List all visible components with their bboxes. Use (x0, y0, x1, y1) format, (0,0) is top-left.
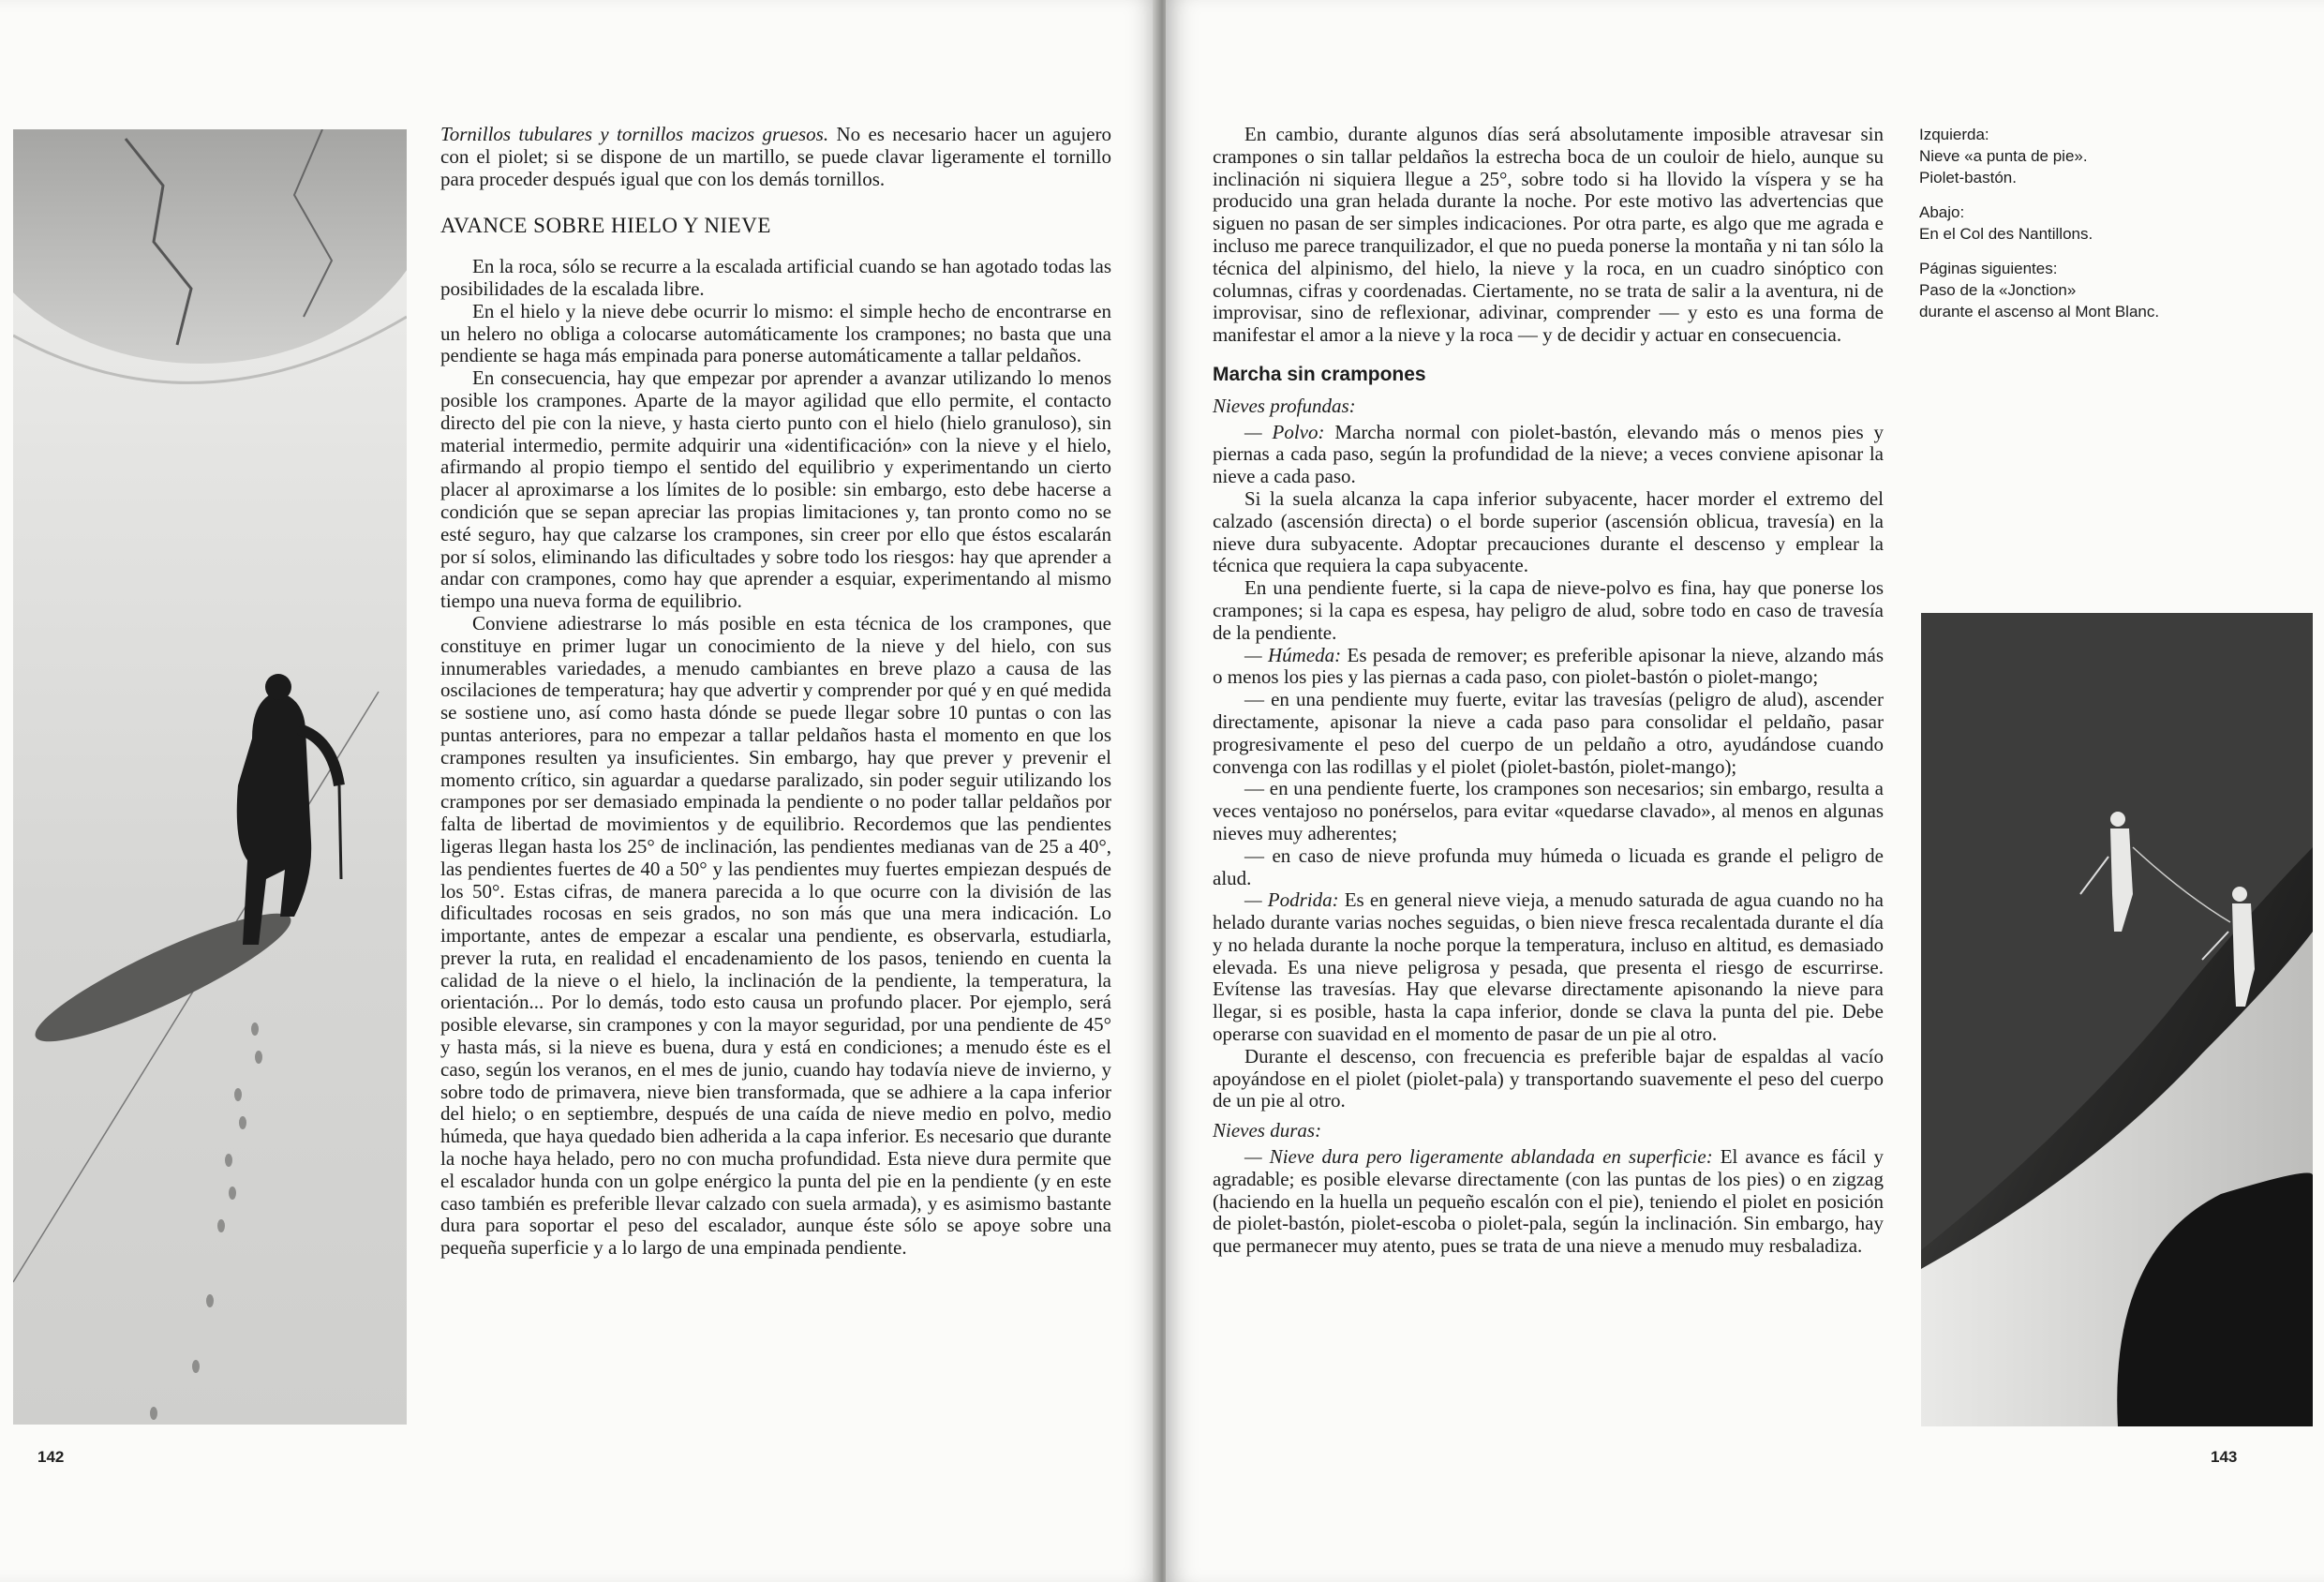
polvo-label: — Polvo: (1244, 420, 1325, 443)
humeda-paragraph (1213, 645, 1884, 690)
subsection-hard-snow: Nieves duras: (1213, 1119, 1322, 1142)
body-paragraph: En una pendiente fuerte, si la capa de nieve-polvo es fina, hay que ponerse los crampones; si la capa es espesa, hay peligro de alud, sobre todo en caso de travesía de la pendiente. (1213, 576, 1884, 644)
body-paragraph: En consecuencia, hay que empezar por aprender a avanzar utilizando lo menos posible los crampones. Aparte de la mayor agilidad que ello permite, el contacto directo del pie con la nieve, y hasta cierto punto con el hielo (hielo granuloso), sin material intermedio, permite adquirir una «identificación» con la nieve y el hielo, afirmando al propio tiempo el sentido del equilibrio y experimentando un cierto placer al aproximarse a los límites de lo posible: sin embargo, esto debe hacerse a condición que se sepan apreciar las propias limitaciones y, tan pronto como no se esté seguro, hay que calzarse los crampones, sin creer por ello que éstos escalarán por sí solos, eliminando las dificultades y sobre todo los riesgos: hay que aprender a andar con crampones, como hay que aprender a esquiar, experimentando al mismo tiempo una nueva forma de equilibrio. (440, 366, 1111, 613)
left-text-column (440, 124, 1111, 1260)
caption-label: Páginas siguientes: (1919, 260, 2058, 277)
humeda-label: — Húmeda: (1244, 643, 1342, 666)
left-page (0, 0, 1158, 1582)
page-number-right: 143 (2211, 1448, 2238, 1466)
right-page (1166, 0, 2324, 1582)
humeda-text: Es pesada de remover; es preferible apisonar la nieve, alzando más o menos los pies y las piernas a cada paso, con piolet-bastón o piolet-mango; (1213, 643, 1884, 689)
podrida-label: — Podrida: (1244, 888, 1339, 912)
body-paragraph: — en una pendiente fuerte, los crampones son necesarios; sin embargo, resulta a veces ventajoso no ponérselos, para evitar «quedarse clavado», al menos en algunas nieves muy adherentes; (1213, 777, 1884, 844)
snow-slope-illustration (13, 129, 407, 1425)
body-paragraph: En cambio, durante algunos días será absolutamente imposible atravesar sin crampones o sin tallar peldaños la estrecha boca de un couloir de hielo, aunque su inclinación ni siquiera llegue a 25°, sobre todo si ha llovido la víspera y se ha producido una gran helada durante la noche. Por este motivo las advertencias que siguen no pasan de ser simples indicaciones. Por otra parte, es algo que me agrada e incluso me parece tranquilizador, el que no pueda ponerse la montaña y ni tan sólo la técnica del alpinismo, del hielo, la nieve y la roca, en un cuadro sinóptico con columnas, cifras y coordenadas. Ciertamente, no se trata de salir a la aventura, ni de improvisar, sino de reflexionar, adivinar, comprender — y esto es una forma de manifestar el amor a la nieve y la roca — y de decidir y actuar en consecuencia. (1213, 123, 1884, 347)
intro-text: No es necesario hacer un agujero con el piolet; si se dispone de un martillo, se puede clavar ligeramente el tornillo para proceder después igual que con los demás tornillos. (440, 123, 1111, 190)
podrida-text: Es en general nieve vieja, a menudo saturada de agua cuando no ha helado durante varias noches seguidas, o bien nieve fresca recalentada durante el día y no helada durante la noche porque la temperatura, incluso en altitud, es demasiado elevada. Es una nieve peligrosa y pesada, que presenta el riesgo de escurrirse. Evítense las travesías. Hay que elevarse directamente apisonando la nieve para llegar, si es posible, hasta la capa inferior, donde se clava la punta del pie. Debe operarse con suavidad en el momento de pasar de un pie al otro. (1213, 888, 1884, 1046)
body-paragraph: En la roca, sólo se recurre a la escalada artificial cuando se han agotado todas las posibilidades de la escalada libre. (440, 255, 1111, 300)
dura-text: El avance es fácil y agradable; es posible elevarse directamente (con las puntas de los pies) o en zigzag (haciendo en la huella un pequeño escalón con el pie), teniendo el piolet en posición de piolet-bastón, piolet-escoba o piolet-pala, según la inclinación. Sin embargo, hay que permanecer muy atento, pues se trata de una nieve a menudo muy resbaladiza. (1213, 1145, 1884, 1258)
climbers-on-ridge-photo (1921, 613, 2313, 1426)
section-heading: AVANCE SOBRE HIELO Y NIEVE (440, 214, 771, 238)
caption-line: Piolet-bastón. (1919, 169, 2017, 187)
subsection-deep-snow: Nieves profundas: (1213, 394, 1356, 417)
caption-label: Izquierda: (1919, 126, 1989, 143)
dura-label: — Nieve dura pero ligeramente ablandada en superficie: (1244, 1145, 1713, 1169)
body-paragraph: — en caso de nieve profunda muy húmeda o licuada es grande el peligro de alud. (1213, 843, 1884, 889)
body-paragraph: — en una pendiente muy fuerte, evitar las travesías (peligro de alud), ascender directamente, apisonar la nieve a cada paso para consolidar el peldaño, pasar progresivamente el peso del cuerpo de un peldaño a otro, ayudándose cuando convenga con las rodillas y el piolet (piolet-bastón, piolet-mango); (1213, 688, 1884, 778)
caption-label: Abajo: (1919, 203, 1965, 221)
intro-italic-lead: Tornillos tubulares y tornillos macizos gruesos. (440, 123, 829, 145)
caption-next-pages (1919, 258, 2294, 322)
body-paragraph: Durante el descenso, con frecuencia es preferible bajar de espaldas al vacío apoyándose en el piolet (piolet-pala) y transportando suavemente el peso del cuerpo de un pie al otro. (1213, 1044, 1884, 1112)
polvo-text: Marcha normal con piolet-bastón, elevando más o menos pies y piernas a cada paso, según la profundidad de la nieve; a veces conviene apisonar la nieve a cada paso. (1213, 420, 1885, 488)
intro-paragraph (440, 124, 1111, 190)
body-paragraph: En el hielo y la nieve debe ocurrir lo mismo: el simple hecho de encontrarse en un helero no obliga a colocarse automáticamente los crampones; no basta que una pendiente se haga más empinada para ponerse automáticamente a tallar peldaños. (440, 299, 1111, 367)
caption-line: Paso de la «Jonction» (1919, 281, 2077, 299)
dura-paragraph (1213, 1146, 1884, 1258)
caption-left-photo (1919, 124, 2294, 188)
caption-below-photo (1919, 201, 2294, 245)
body-paragraph: Conviene adiestrarse lo más posible en esta técnica de los crampones, que constituye en primer lugar un conocimiento de la nieve y del hielo, con sus innumerables variedades, a menudo cambiantes en breve plazo a causa de las oscilaciones de temperatura; hay que advertir y comprender por qué y en qué medida se sostiene uno, así como hasta dónde se puede llegar sobre 10 puntas o con las puntas anteriores, para no empezar a tallar peldaños hasta el momento en que los crampones resulten ya insuficientes. Sin embargo, hay que prever y prevenir el momento crítico, sin aguardar a quedarse paralizado, sin poder seguir utilizando los crampones por ser demasiado empinada la pendiente o no poder tallar peldaños por falta de libertad de movimientos y de equilibrio. Recordemos que las pendientes ligeras llegan hasta los 25° de inclinación, las pendientes medianas van de 25 a 40°, las pendientes fuertes de 40 a 50° y las pendientes muy fuertes empiezan después de los 50°. Estas cifras, de manera parecida a lo que ocurre con la división de las dificultades rocosas en seis grados, no son más que una mera indicación. Lo importante, antes de empezar a escalar una pendiente, es observarla, estudiarla, prever la ruta, en realidad el encadenamiento de los pasos, teniendo en cuenta la calidad de la nieve o el hielo, la inclinación de la pendiente, la temperatura, la orientación... Por lo demás, todo esto causa un profundo placer. Por ejemplo, será posible elevarse, sin crampones y con la mayor seguridad, por una pendiente de 45° y hasta más, si la nieve es buena, dura y está en condiciones; a menudo éste es el caso, según los veranos, en el mes de junio, cuando hay todavía nieve de invierno, y sobre todo de primavera, nieve bien transformada, que se adhiere a la capa inferior del hielo; o en septiembre, después de una caída de nieve medio en polvo, medio húmeda, que haya quedado bien adherida a la capa inferior. Es necesario que durante la noche haya helado, pero no con mucha profundidad. Esta nieve dura permite que el escalador hunda con un golpe enérgico la punta del pie en la pendiente (y en este caso también es preferible llevar calzado con suela armada), y es asimismo bastante dura para soportar el peso del escalador, aunque éste sólo se apoye sobre una pequeña superficie y a lo largo de una empinada pendiente. (440, 611, 1111, 1260)
page-number-left: 142 (37, 1448, 65, 1466)
right-text-column (1213, 124, 1884, 1258)
podrida-paragraph (1213, 889, 1884, 1046)
photo-captions (1919, 124, 2294, 336)
ridge-illustration (1921, 613, 2313, 1426)
section-title: Marcha sin crampones (1213, 363, 1426, 385)
climber-on-snow-photo (13, 129, 407, 1425)
body-paragraph: Si la suela alcanza la capa inferior subyacente, hacer morder el extremo del calzado (ascensión directa) o el borde superior (ascensión oblicua, travesía) en la nieve dura subyacente. Adoptar precauciones durante el descenso y emplear la técnica que requiera la capa subyacente. (1213, 486, 1884, 577)
caption-line: En el Col des Nantillons. (1919, 225, 2093, 243)
caption-line: Nieve «a punta de pie». (1919, 147, 2088, 165)
polvo-paragraph (1213, 422, 1884, 488)
caption-line: durante el ascenso al Mont Blanc. (1919, 303, 2160, 321)
